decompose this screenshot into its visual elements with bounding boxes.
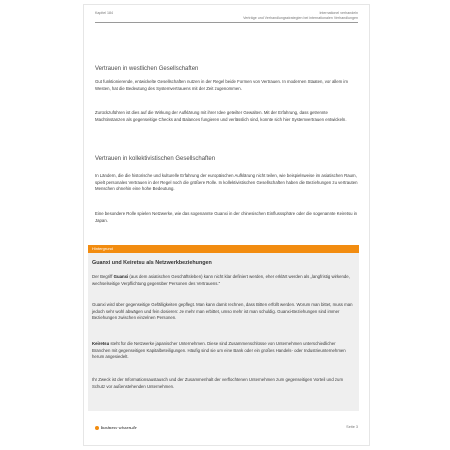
box-paragraph <box>92 341 353 361</box>
header-title: Internationel verhandeln <box>319 11 358 15</box>
paragraph: Gut funktionierende, entwickelte Gesellschaften nutzen in der Regel beide Formen von Vertrauen. In modernen Staaten, vor allem im Westen, hat die Bedeutung des Systemvertrauens mit der Zeit zugenommen. <box>95 79 348 91</box>
term-guanxi: Guanxi <box>113 274 129 279</box>
section-heading-collectivist: Vertrauen in kollektivistischen Gesellschaften <box>95 156 216 162</box>
header-divider <box>95 22 358 23</box>
header-right <box>243 11 358 21</box>
page-footer <box>95 424 358 432</box>
logo-dot-icon <box>95 426 99 430</box>
box-title: Guanxi und Keiretsu als Netzwerkbeziehungen <box>92 260 212 266</box>
box-header-bar <box>88 245 359 253</box>
text: (aus dem asiatischen Geschäftsleben) kann nicht klar definiert werden, eher erklärt werden als „langfristig wirkende, wechselseitige Verpflichtung gegenüber Personen des Vertrauens." <box>92 274 350 286</box>
header-subtitle: Verträge und Verhandlungsstrategien bei internationalen Verhandlungen <box>243 16 358 20</box>
box-paragraph: Guanxi wird über gegenseitige Gefälligkeiten gepflegt. Man kann damit rechnen, dass Bitten erfüllt werden. Worum man bittet, muss man jedoch sehr wohl abwägen und fein dosieren: Je mehr man erbittet, umso mehr ist man schuldig. Guanxi-Beziehungen sind immer Beziehungen zwischen einzelnen Personen. <box>92 302 353 321</box>
box-paragraph: Ihr Zweck ist der Informationsaustausch und der Zusammenhalt der verflochtenen Unternehmen zum gegenseitigen Vorteil und zum Schutz vor außenstehenden Unternehmen. <box>92 377 344 389</box>
text: Der Begriff <box>92 274 114 279</box>
background-info-box <box>88 245 359 411</box>
paragraph: In Ländern, die die historische und kulturelle Erfahrung der europäischen Aufklärung nicht teilen, wie beispielsweise im asiatischen Raum, spielt personales Vertrauen in der Regel noch die größere Rolle. In kollektivistischen Gesellschaften haben die Beziehungen zu vertrauten Menschen ohnehin eine hohe Bedeutung. <box>95 173 358 192</box>
paragraph: Zurückzuführen ist dies auf die Wirkung der Aufklärung mit ihrer Idee geteilter Gewalten. Mit der Erfahrung, dass getrennte Machtinstanzen als gegenseitige Checks and Balances fungieren und verlässlich sind, konnte sich hier Systemvertrauen entwickeln. <box>95 110 347 122</box>
site-logo[interactable]: business-wissen.de <box>101 424 137 430</box>
term-keiretsu: Keiretsu <box>92 341 110 346</box>
document-page <box>83 4 370 446</box>
box-header-label: Hintergrund <box>92 246 113 252</box>
page-number: Seite 3 <box>346 425 358 429</box>
paragraph: Eine besondere Rolle spielen Netzwerke, wie das sogenannte Guanxi in der chinesischen Einflusssphäre oder die sogenannte Keiretsu in Japan. <box>95 211 358 223</box>
chapter-label: Kapitel 184 <box>95 11 113 15</box>
section-heading-western: Vertrauen in westlichen Gesellschaften <box>95 66 199 72</box>
text: steht für die Netzwerke japanischer Unternehmen. Diese sind Zusammenschlüsse von Unternehmen unterschiedlicher Branchen mit gegenseitigen Kapitalbeteiligungen. Häufig sind sie um eine Bank oder ein großes Handels- oder Industrieunternehmen herum angesiedelt. <box>92 341 346 360</box>
box-paragraph <box>92 274 353 287</box>
